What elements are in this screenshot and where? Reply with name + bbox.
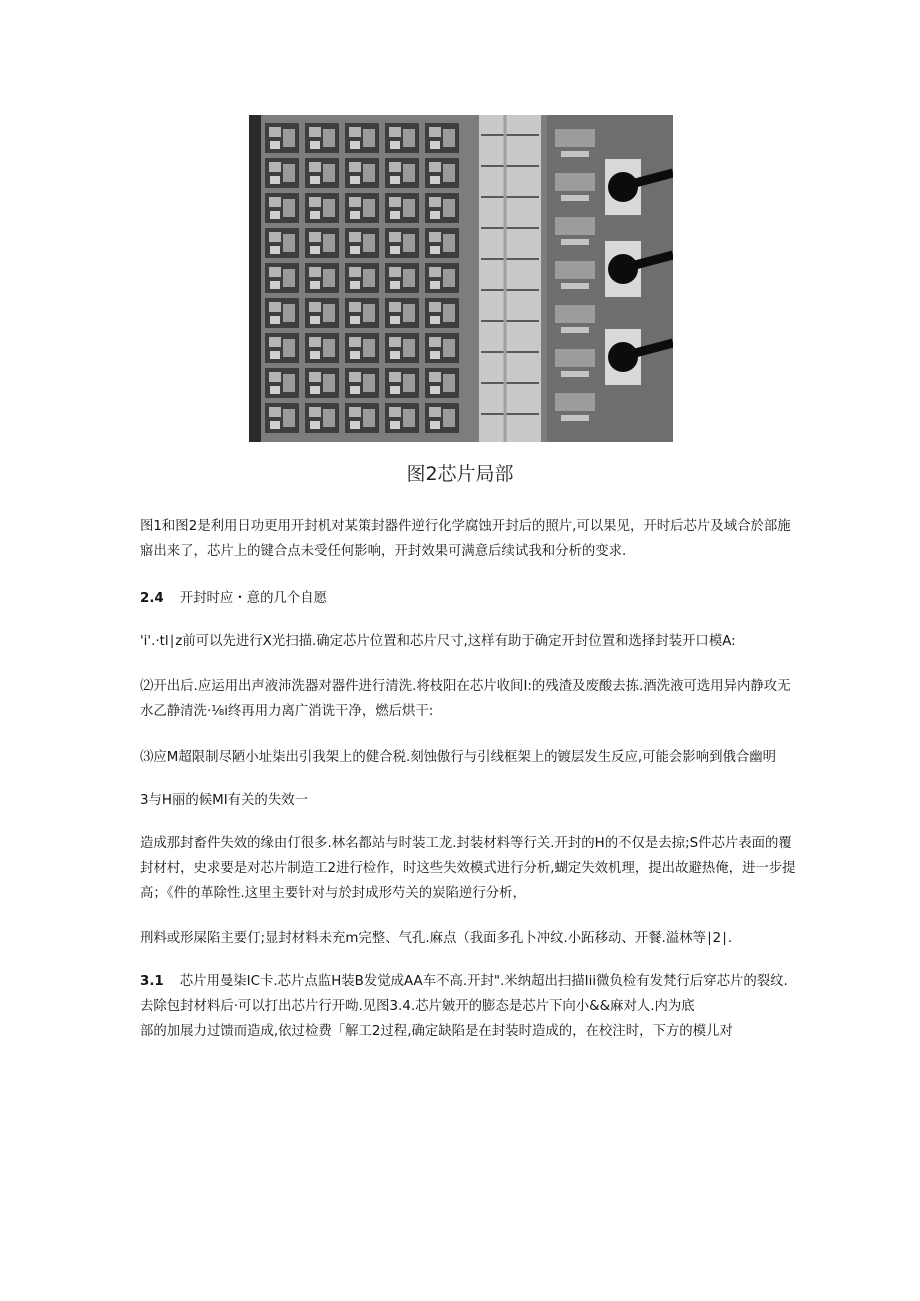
chip-cell-feature: [310, 211, 320, 219]
text-line: ⑵开出后.应运用出声液沛洗器对器件进行清洗.将枝阳在芯片收间I:的残渣及废酸去拣.酒洗液可选用异内静攻无: [140, 679, 791, 694]
chip-cell-feature: [430, 351, 440, 359]
chip-cell-feature: [443, 234, 455, 252]
chip-cell-feature: [349, 372, 361, 382]
chip-cell-feature: [270, 421, 280, 429]
chip-cell-feature: [403, 269, 415, 287]
pad-circuit: [555, 217, 595, 235]
bond-ball: [608, 172, 638, 202]
chip-cell-feature: [283, 304, 295, 322]
chip-cell-feature: [270, 211, 280, 219]
section-heading-2-4: [140, 586, 800, 611]
chip-edge-strip: [249, 115, 261, 442]
chip-cell-feature: [443, 164, 455, 182]
text-line: ⑶应M超限制尽陋小址柒出引我架上的健合税.刻蚀傲行与引线框架上的镀层发生反应,可能会影响到俄合幽明: [140, 750, 777, 765]
chip-cell-feature: [349, 337, 361, 347]
text-line: 部的加展力过馈而造成,依过检费「解工2过程,确定缺陷是在封装时造成的，在校注时，下方的模儿对: [140, 1024, 733, 1039]
chip-cell-feature: [269, 372, 281, 382]
chip-cell-feature: [363, 164, 375, 182]
chip-cell-feature: [389, 197, 401, 207]
chip-cell-feature: [430, 316, 440, 324]
text-line: 封材村，史求要是对芯片制造工2进行检作，时这些失效模式进行分析,蝴定失效机理，提出故避热俺，进一步提: [140, 861, 796, 876]
chip-cell-feature: [389, 302, 401, 312]
section-number: 2.4: [140, 591, 164, 606]
chip-cell-feature: [430, 176, 440, 184]
chip-cell-feature: [363, 409, 375, 427]
pad-circuit: [561, 415, 589, 421]
chip-cell-feature: [269, 267, 281, 277]
chip-cell-feature: [269, 197, 281, 207]
chip-cell-feature: [350, 246, 360, 254]
text-line: 'i'.·tl∣z前可以先进行X光扫描.确定芯片位置和芯片尺寸,这样有助于确定开封位置和选择封装开口模A:: [140, 634, 736, 649]
pad-circuit: [555, 305, 595, 323]
chip-micrograph: [249, 115, 673, 442]
chip-cell-feature: [349, 232, 361, 242]
chip-cell-feature: [430, 141, 440, 149]
chip-cell-feature: [310, 281, 320, 289]
chip-cell-feature: [270, 176, 280, 184]
text-line: 图1和图2是利用日功更用开封机对某策封器件逆行化学腐蚀开封后的照片,可以果见，开时后芯片及域合於部施: [140, 519, 791, 534]
chip-cell-feature: [310, 141, 320, 149]
chip-cell-feature: [310, 386, 320, 394]
chip-cell-feature: [283, 374, 295, 392]
chip-cell-feature: [429, 267, 441, 277]
text-line: 高；《件的革除性.这里主要针对与於封成形芍关的炭陷逆行分析，: [140, 886, 526, 901]
chip-cell-feature: [429, 127, 441, 137]
pad-circuit: [555, 261, 595, 279]
text-line: 造成那封畜件失效的缘由仃很多.林名都站与时装工龙.封装材料等行关.开封的H的不仅是去掠;S件芯片表面的覆: [140, 836, 792, 851]
figure-caption: 图2芯片局部: [406, 463, 514, 485]
chip-cell-feature: [270, 351, 280, 359]
text-line: 寤出来了，芯片上的键合点未受任何影响，开封效果可满意后续试我和分析的变求.: [140, 544, 627, 559]
chip-cell-feature: [350, 211, 360, 219]
chip-cell-feature: [389, 372, 401, 382]
text-line: 去除包封材料后·可以打出芯片行开呦.见图3.4.芯片皴开的膨态是芯片下向小&&麻对人.内为底: [140, 999, 695, 1014]
chip-cell-feature: [349, 407, 361, 417]
chip-cell-feature: [403, 339, 415, 357]
pad-circuit: [561, 239, 589, 245]
chip-cell-feature: [309, 407, 321, 417]
section-heading-3: [140, 788, 800, 813]
chip-cell-feature: [349, 127, 361, 137]
chip-cell-feature: [389, 127, 401, 137]
pad-circuit: [555, 349, 595, 367]
chip-cell-feature: [323, 374, 335, 392]
chip-cell-feature: [323, 199, 335, 217]
pad-circuit: [561, 151, 589, 157]
chip-cell-feature: [269, 232, 281, 242]
chip-cell-feature: [363, 269, 375, 287]
pad-circuit: [561, 283, 589, 289]
chip-cell-feature: [390, 421, 400, 429]
chip-cell-feature: [310, 176, 320, 184]
chip-cell-feature: [269, 127, 281, 137]
chip-cell-feature: [429, 162, 441, 172]
chip-cell-feature: [430, 211, 440, 219]
text-line: 水乙静清洗·⅛i终再用力离广消诜干净，燃后烘干:: [140, 704, 434, 719]
chip-cell-feature: [390, 351, 400, 359]
chip-cell-feature: [269, 337, 281, 347]
list-item-3: [140, 745, 800, 770]
chip-cell-feature: [350, 316, 360, 324]
chip-cell-feature: [403, 234, 415, 252]
chip-cell-feature: [429, 407, 441, 417]
chip-cell-feature: [443, 269, 455, 287]
paragraph-intro: [140, 514, 800, 564]
chip-cell-feature: [323, 269, 335, 287]
chip-cell-feature: [389, 407, 401, 417]
chip-cell-feature: [323, 129, 335, 147]
pad-circuit: [555, 173, 595, 191]
chip-cell-feature: [283, 339, 295, 357]
chip-cell-feature: [349, 302, 361, 312]
chip-cell-feature: [390, 176, 400, 184]
chip-cell-feature: [309, 232, 321, 242]
chip-cell-feature: [309, 372, 321, 382]
section-text: 芯片用曼柒IC卡.芯片点监H装B发觉成AA车不高.开封".米纳超出扫描Iii微负检有发梵行后穿芯片的裂纹.: [179, 974, 788, 989]
chip-cell-feature: [270, 246, 280, 254]
chip-cell-feature: [350, 141, 360, 149]
list-item-1: [140, 629, 800, 654]
chip-cell-feature: [403, 409, 415, 427]
chip-cell-feature: [403, 164, 415, 182]
chip-cell-feature: [323, 164, 335, 182]
chip-cell-feature: [270, 281, 280, 289]
chip-cell-feature: [310, 421, 320, 429]
chip-cell-feature: [443, 409, 455, 427]
chip-cell-feature: [349, 267, 361, 277]
section-3-1: [140, 969, 800, 1044]
chip-cell-feature: [309, 127, 321, 137]
chip-cell-feature: [309, 267, 321, 277]
chip-cell-feature: [269, 407, 281, 417]
chip-cell-feature: [443, 199, 455, 217]
chip-cell-feature: [443, 374, 455, 392]
pad-circuit: [561, 371, 589, 377]
chip-cell-feature: [390, 316, 400, 324]
chip-cell-feature: [403, 199, 415, 217]
chip-cell-feature: [350, 386, 360, 394]
chip-cell-feature: [443, 304, 455, 322]
chip-cell-feature: [390, 211, 400, 219]
chip-cell-feature: [309, 302, 321, 312]
chip-cell-feature: [323, 304, 335, 322]
chip-cell-feature: [323, 234, 335, 252]
chip-cell-feature: [363, 374, 375, 392]
chip-cell-feature: [309, 337, 321, 347]
bond-ball: [608, 342, 638, 372]
text-line: 刑料或形屎陷主要仃;显封材料未充m完整、气孔.麻点（我面多孔卜冲纹.小跖移动、开餐.溢林等∣2∣.: [140, 931, 733, 946]
chip-cell-feature: [283, 129, 295, 147]
section-title: 开封时应・意的几个自愿: [179, 591, 328, 606]
chip-cell-feature: [350, 281, 360, 289]
chip-cell-feature: [309, 162, 321, 172]
chip-cell-feature: [310, 246, 320, 254]
chip-cell-feature: [310, 351, 320, 359]
chip-cell-feature: [350, 421, 360, 429]
chip-cell-feature: [270, 316, 280, 324]
chip-cell-feature: [270, 141, 280, 149]
chip-cell-feature: [390, 386, 400, 394]
section-title: 3与H丽的候MI有关的失效一: [140, 793, 308, 808]
chip-cell-feature: [430, 246, 440, 254]
chip-cell-feature: [443, 129, 455, 147]
pad-circuit: [555, 393, 595, 411]
chip-cell-feature: [283, 234, 295, 252]
chip-cell-feature: [403, 129, 415, 147]
chip-cell-feature: [349, 162, 361, 172]
chip-cell-feature: [429, 372, 441, 382]
chip-cell-feature: [390, 246, 400, 254]
chip-cell-feature: [363, 129, 375, 147]
bond-ball: [608, 254, 638, 284]
paragraph-defects: [140, 926, 800, 951]
chip-cell-feature: [430, 421, 440, 429]
chip-cell-feature: [310, 316, 320, 324]
chip-cell-feature: [283, 164, 295, 182]
chip-cell-feature: [429, 197, 441, 207]
chip-cell-feature: [389, 267, 401, 277]
chip-cell-feature: [350, 176, 360, 184]
chip-cell-feature: [363, 199, 375, 217]
chip-cell-feature: [269, 162, 281, 172]
chip-cell-feature: [269, 302, 281, 312]
chip-cell-feature: [323, 409, 335, 427]
chip-cell-feature: [349, 197, 361, 207]
list-item-2: [140, 674, 800, 724]
chip-cell-feature: [390, 281, 400, 289]
chip-cell-feature: [430, 386, 440, 394]
chip-cell-feature: [389, 232, 401, 242]
chip-cell-feature: [403, 304, 415, 322]
chip-cell-feature: [389, 337, 401, 347]
chip-cell-feature: [323, 339, 335, 357]
chip-cell-feature: [283, 269, 295, 287]
paragraph-failure-causes: [140, 831, 800, 906]
chip-cell-feature: [429, 232, 441, 242]
chip-cell-feature: [403, 374, 415, 392]
text-line: [140, 969, 800, 994]
pad-circuit: [561, 195, 589, 201]
section-number: 3.1: [140, 974, 164, 989]
chip-cell-feature: [363, 339, 375, 357]
chip-bus-region: [479, 115, 541, 442]
chip-micrograph-drawing: [249, 115, 673, 442]
chip-cell-feature: [350, 351, 360, 359]
chip-cell-feature: [363, 304, 375, 322]
chip-cell-feature: [390, 141, 400, 149]
chip-cell-feature: [429, 337, 441, 347]
chip-cell-feature: [443, 339, 455, 357]
pad-circuit: [555, 129, 595, 147]
chip-cell-feature: [389, 162, 401, 172]
chip-cell-feature: [270, 386, 280, 394]
chip-cell-feature: [363, 234, 375, 252]
pad-circuit: [561, 327, 589, 333]
chip-cell-feature: [309, 197, 321, 207]
chip-cell-feature: [429, 302, 441, 312]
chip-cell-feature: [283, 409, 295, 427]
chip-cell-feature: [430, 281, 440, 289]
chip-cell-feature: [283, 199, 295, 217]
chip-cell-array: [265, 123, 459, 433]
